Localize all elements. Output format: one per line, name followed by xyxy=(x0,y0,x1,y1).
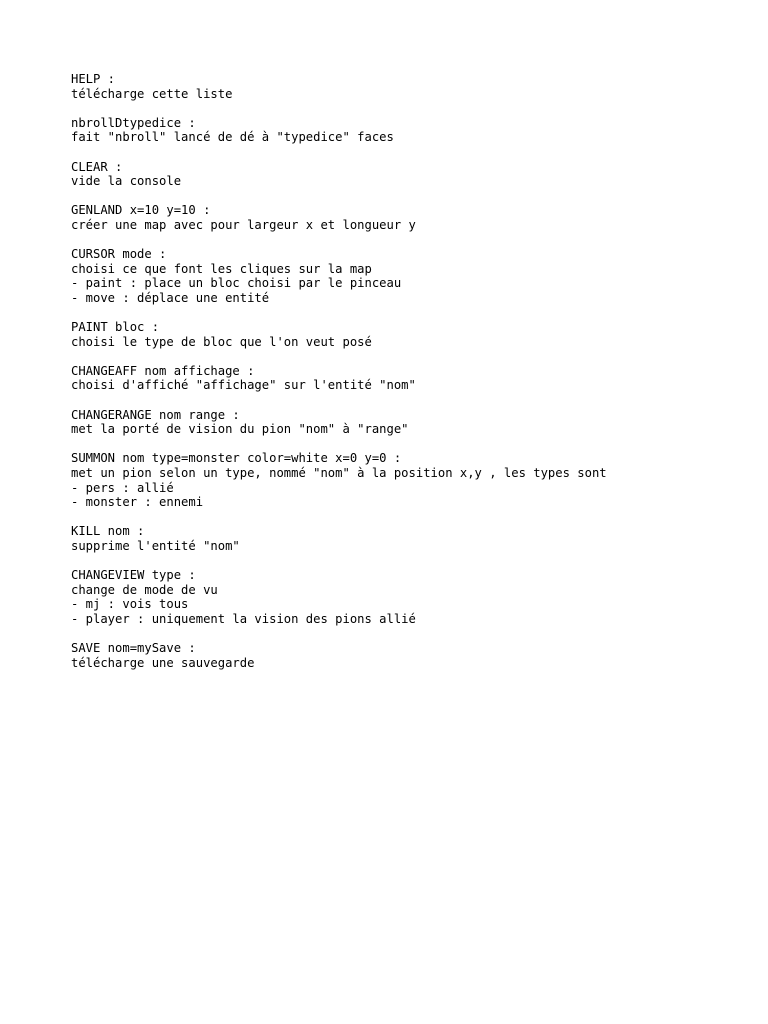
command-heading: KILL nom : xyxy=(71,524,145,539)
command-heading: GENLAND x=10 y=10 : xyxy=(71,203,211,218)
help-entry-clear xyxy=(71,160,751,189)
help-entry-kill xyxy=(71,524,751,553)
command-description: créer une map avec pour largeur x et longueur y xyxy=(71,217,416,232)
command-description: vide la console xyxy=(71,174,182,189)
command-option: - player : uniquement la vision des pions allié xyxy=(71,611,416,626)
help-entry-genland xyxy=(71,203,751,232)
help-entry-changeaff xyxy=(71,364,751,393)
command-option: - pers : allié xyxy=(71,480,174,495)
command-description: met un pion selon un type, nommé "nom" à la position x,y , les types sont xyxy=(71,466,607,481)
help-entry-cursor xyxy=(71,247,751,305)
command-option: - paint : place un bloc choisi par le pinceau xyxy=(71,276,402,291)
command-heading: CHANGERANGE nom range : xyxy=(71,407,240,422)
help-entry-save xyxy=(71,641,751,670)
command-heading: CLEAR : xyxy=(71,159,123,174)
help-document xyxy=(71,72,751,685)
command-heading: CURSOR mode : xyxy=(71,247,167,262)
command-heading: SUMMON nom type=monster color=white x=0 y=0 : xyxy=(71,451,402,466)
help-entry-roll-dice xyxy=(71,116,751,145)
command-heading: SAVE nom=mySave : xyxy=(71,641,196,656)
command-heading: nbrollDtypedice : xyxy=(71,115,196,130)
command-description: met la porté de vision du pion "nom" à "range" xyxy=(71,422,409,437)
command-heading: PAINT bloc : xyxy=(71,320,160,335)
command-description: télécharge une sauvegarde xyxy=(71,655,255,670)
command-description: choisi le type de bloc que l'on veut posé xyxy=(71,334,372,349)
help-entry-help xyxy=(71,72,751,101)
help-entry-paint xyxy=(71,320,751,349)
command-heading: CHANGEAFF nom affichage : xyxy=(71,363,255,378)
command-description: fait "nbroll" lancé de dé à "typedice" faces xyxy=(71,130,394,145)
command-description: télécharge cette liste xyxy=(71,86,233,101)
command-description: choisi d'affiché "affichage" sur l'entité "nom" xyxy=(71,378,416,393)
command-description: change de mode de vu xyxy=(71,582,218,597)
command-option: - move : déplace une entité xyxy=(71,290,270,305)
command-option: - mj : vois tous xyxy=(71,597,189,612)
command-description: choisi ce que font les cliques sur la map xyxy=(71,261,372,276)
command-option: - monster : ennemi xyxy=(71,495,204,510)
help-entry-changeview xyxy=(71,568,751,626)
help-entry-summon xyxy=(71,451,751,509)
help-entry-changerange xyxy=(71,408,751,437)
command-description: supprime l'entité "nom" xyxy=(71,539,240,553)
command-heading: HELP : xyxy=(71,72,116,86)
command-heading: CHANGEVIEW type : xyxy=(71,568,196,583)
